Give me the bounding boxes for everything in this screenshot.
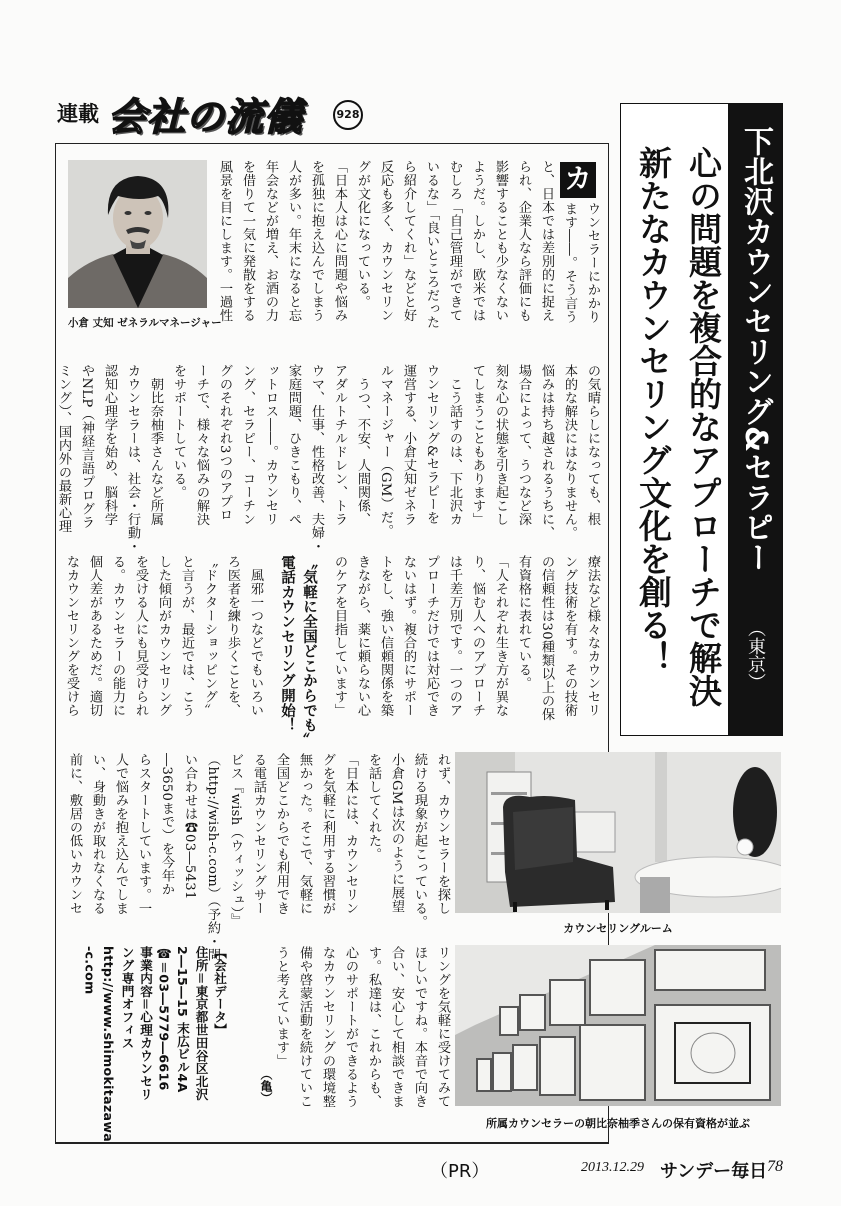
certificates-photo-caption: 所属カウンセラーの朝比奈柚季さんの保有資格が並ぶ — [486, 1117, 750, 1130]
text-column: てしまうこともあります」 — [470, 364, 485, 526]
text-column: られ、企業人なら評価にも — [516, 160, 531, 322]
text-column: トをし、強い信頼関係を築 — [378, 555, 393, 717]
text-column: の信頼性は30種類以上の保 — [539, 555, 554, 721]
text-column: を受ける人にも見受けられ — [133, 555, 148, 717]
text-column: のケアを目指しています」 — [332, 555, 347, 717]
text-column: 「日本には、カウンセリン — [343, 753, 358, 915]
text-column: こう話すのは、下北沢カ — [447, 364, 462, 526]
text-column: ング、セラピー、コーチン — [240, 364, 255, 526]
text-column: ます――。そう言う — [562, 202, 577, 324]
text-column: 風景を目にします。一過性 — [217, 160, 232, 322]
text-column: ようだ。しかし、欧米では — [470, 160, 485, 322]
tier-4b-text — [270, 946, 454, 1126]
text-column: 事業内容＝心理カウンセリ — [138, 946, 153, 1101]
text-column: 反応も多く、カウンセリン — [378, 160, 393, 322]
pr-label: （PR） — [430, 1161, 490, 1182]
text-column: ルマネージャー（GM）だ。 — [378, 364, 393, 538]
text-column: グが文化になっている。 — [355, 160, 370, 309]
portrait-photo — [68, 160, 207, 308]
text-column: グのそれぞれ3つのアプロ — [217, 364, 232, 522]
text-column: れず、カウンセラーを探し — [435, 753, 450, 915]
text-column: ら紹介してくれ」などと好 — [401, 160, 416, 322]
text-column: 「人それぞれ生き方が異な — [493, 555, 508, 717]
text-column: -c.com — [82, 946, 98, 995]
article-tier-2 — [52, 364, 604, 553]
article-tier-1 — [213, 160, 604, 338]
location-label: （東京） — [745, 619, 766, 691]
text-column: り、悩む人へのアプローチ — [470, 555, 485, 717]
text-column: ウンセリング&セラピーを — [424, 364, 439, 525]
text-column: 〝気軽に全国どこからでも〟 — [301, 555, 317, 748]
text-column: ほしいですね。本音で向き — [412, 946, 427, 1108]
text-column: を借りて一気に発散をする — [240, 160, 255, 322]
article-tier-3 — [60, 555, 604, 748]
text-column: 有資格に表れている。 — [516, 555, 531, 690]
text-column: ング技術を有す。その技術 — [562, 555, 577, 717]
text-column: す。私達は、これからも、 — [366, 946, 381, 1108]
text-column: なカウンセリングの環境整 — [320, 946, 335, 1108]
text-column: ットロス――。カウンセリ — [263, 364, 278, 526]
text-column: 電話カウンセリング開始！ — [279, 555, 295, 733]
text-column: http://www.shimokitazawa — [101, 946, 116, 1143]
tier-3-text-a — [328, 555, 604, 733]
text-column: ろ医者を練り歩くことを、 — [225, 555, 240, 717]
text-column: ☎＝03―5779―6616 — [156, 946, 172, 1091]
text-column: カウンセラーは、社会・行動・ — [125, 364, 140, 553]
certificates-photo — [455, 945, 781, 1106]
text-column: 運営する、小倉丈知ゼネラ — [401, 364, 416, 526]
text-column: らスタートしています。一 — [136, 753, 151, 915]
company-data-box — [80, 946, 228, 1143]
text-column: 「日本人は心に問題や悩み — [332, 160, 347, 322]
issue-date: 2013.12.29 — [581, 1160, 644, 1175]
article-tier-4a — [63, 753, 454, 962]
text-column: プローチだけでは対応でき — [424, 555, 439, 717]
text-column: い合わせは☎03―5431 — [182, 753, 197, 900]
text-column: 続ける現象が起こっている。 — [412, 753, 427, 929]
text-column: 心のサポートができるよう — [343, 946, 358, 1108]
series-label: 連載 — [57, 102, 99, 126]
text-column: ないはず。複合的にサポー — [401, 555, 416, 717]
issue-number-badge: 928 — [333, 100, 363, 130]
text-column: 2―15―15 末広ビル4A — [175, 946, 190, 1093]
text-column: は千差万別です。一つのア — [447, 555, 462, 717]
headline-line-1: 心の問題を複合的なアプローチで解決 — [684, 146, 723, 707]
text-column: 住所＝東京都世田谷区北沢 — [193, 946, 209, 1101]
text-column: 家庭問題、ひきこもり、ペ — [286, 364, 301, 526]
text-column: 個人差があるためだ。適切 — [87, 555, 102, 717]
text-column: 合い、安心して相談できま — [389, 946, 404, 1108]
text-column: うと考えています」 — [274, 946, 289, 1068]
text-column: やNLP（神経言語プログラ — [79, 364, 94, 530]
text-column: 悩みは持ち越されるうちに、 — [539, 364, 554, 540]
text-column: をサポートしている。 — [171, 364, 186, 499]
text-column: い、身動きが取れなくなる — [90, 753, 105, 915]
headline-line-2: 新たなカウンセリング文化を創る！ — [634, 146, 673, 674]
text-column: アダルトチルドレン、トラ — [332, 364, 347, 526]
text-column: いるな」「良いところだった — [424, 160, 439, 329]
page-number: 78 — [767, 1158, 783, 1175]
text-column: 人で悩みを抱え込んでしま — [113, 753, 128, 915]
text-column: 認知心理学を始め、脳科学 — [102, 364, 117, 526]
author-signature: （亀） — [259, 1068, 273, 1104]
column-title-logo: 会社の流儀 — [108, 95, 304, 139]
company-name: 下北沢カウンセリング&セラピー — [738, 126, 773, 573]
text-column: 場合によって、うつなど深 — [516, 364, 531, 526]
text-column: を話してくれた。 — [366, 753, 381, 861]
portrait-caption: 小倉 丈知 ゼネラルマネージャー — [68, 317, 222, 329]
text-column: むしろ「自己管理ができて — [447, 160, 462, 322]
text-column: 人が多い。年末になると忘 — [286, 160, 301, 322]
text-column: ング専門オフィス — [119, 946, 135, 1050]
text-column: 前に、敷居の低いカウンセ — [67, 753, 82, 915]
text-column: 風邪一つなどでもいろい — [248, 555, 263, 717]
text-column: ミング）、国内外の最新心理 — [56, 364, 71, 533]
text-column: うつ、不安、人間関係、 — [355, 364, 370, 526]
text-column: 備や啓蒙活動を続けていこ — [297, 946, 312, 1108]
text-column: なカウンセリングを受けら — [64, 555, 79, 717]
text-column: 療法など様々なカウンセリ — [585, 555, 600, 717]
text-column: 刻な心の状態を引き起こし — [493, 364, 508, 526]
company-name-banner — [728, 104, 782, 735]
text-column: 本的な解決にはなりません。 — [562, 364, 577, 540]
text-column: 〝ドクターショッピング〟 — [202, 555, 217, 717]
text-column: 年会などが増え、お酒の力 — [263, 160, 278, 322]
text-column: した傾向がカウンセリング — [156, 555, 171, 717]
text-column: 【会社データ】 — [212, 946, 227, 1037]
text-column: リングを気軽に受けてみて — [435, 946, 450, 1108]
text-column: ウンセラーにかかり — [585, 202, 600, 324]
text-column: ウマ、仕事、性格改善、夫婦・ — [309, 364, 324, 553]
text-column: 朝比奈柚季さんなど所属 — [148, 364, 163, 526]
text-column: と言うが、最近では、こう — [179, 555, 194, 717]
text-column: 無かった。そこで、気軽に — [297, 753, 312, 915]
text-column: る。カウンセラーの能力に — [110, 555, 125, 717]
text-column: グを気軽に利用する習慣が — [320, 753, 335, 915]
text-column: 影響することも少なくない — [493, 160, 508, 322]
room-photo-caption: カウンセリングルーム — [563, 922, 673, 935]
headline-box — [620, 103, 783, 736]
text-column: ーチで、様々な悩みの解決 — [194, 364, 209, 526]
text-column: きながら、薬に頼らない心 — [355, 555, 370, 717]
text-column: 全国どこからでも利用でき — [274, 753, 289, 915]
text-column: の気晴らしになっても、根 — [585, 364, 600, 526]
counseling-room-photo — [455, 752, 781, 913]
text-column: ―3650まで）を今年か — [159, 753, 174, 896]
text-column: を孤独に抱え込んでしまう — [309, 160, 324, 322]
drop-cap: カ — [560, 162, 596, 198]
text-column: と、日本では差別的に捉え — [539, 160, 554, 322]
text-column: 小倉GMは次のように展望 — [389, 753, 404, 913]
text-column: （http://wish-c.com）（予約・問 — [205, 753, 220, 962]
tier-2-text — [52, 364, 604, 553]
text-column: ビス『wish（ウィッシュ）』 — [228, 753, 243, 927]
tier-3-text-b — [60, 555, 267, 733]
section-subheading — [276, 555, 320, 748]
tier-1-text — [213, 160, 604, 338]
magazine-name: サンデー毎日 — [660, 1161, 768, 1182]
tier-4a-text — [63, 753, 454, 962]
text-column: る電話カウンセリングサー — [251, 753, 266, 915]
